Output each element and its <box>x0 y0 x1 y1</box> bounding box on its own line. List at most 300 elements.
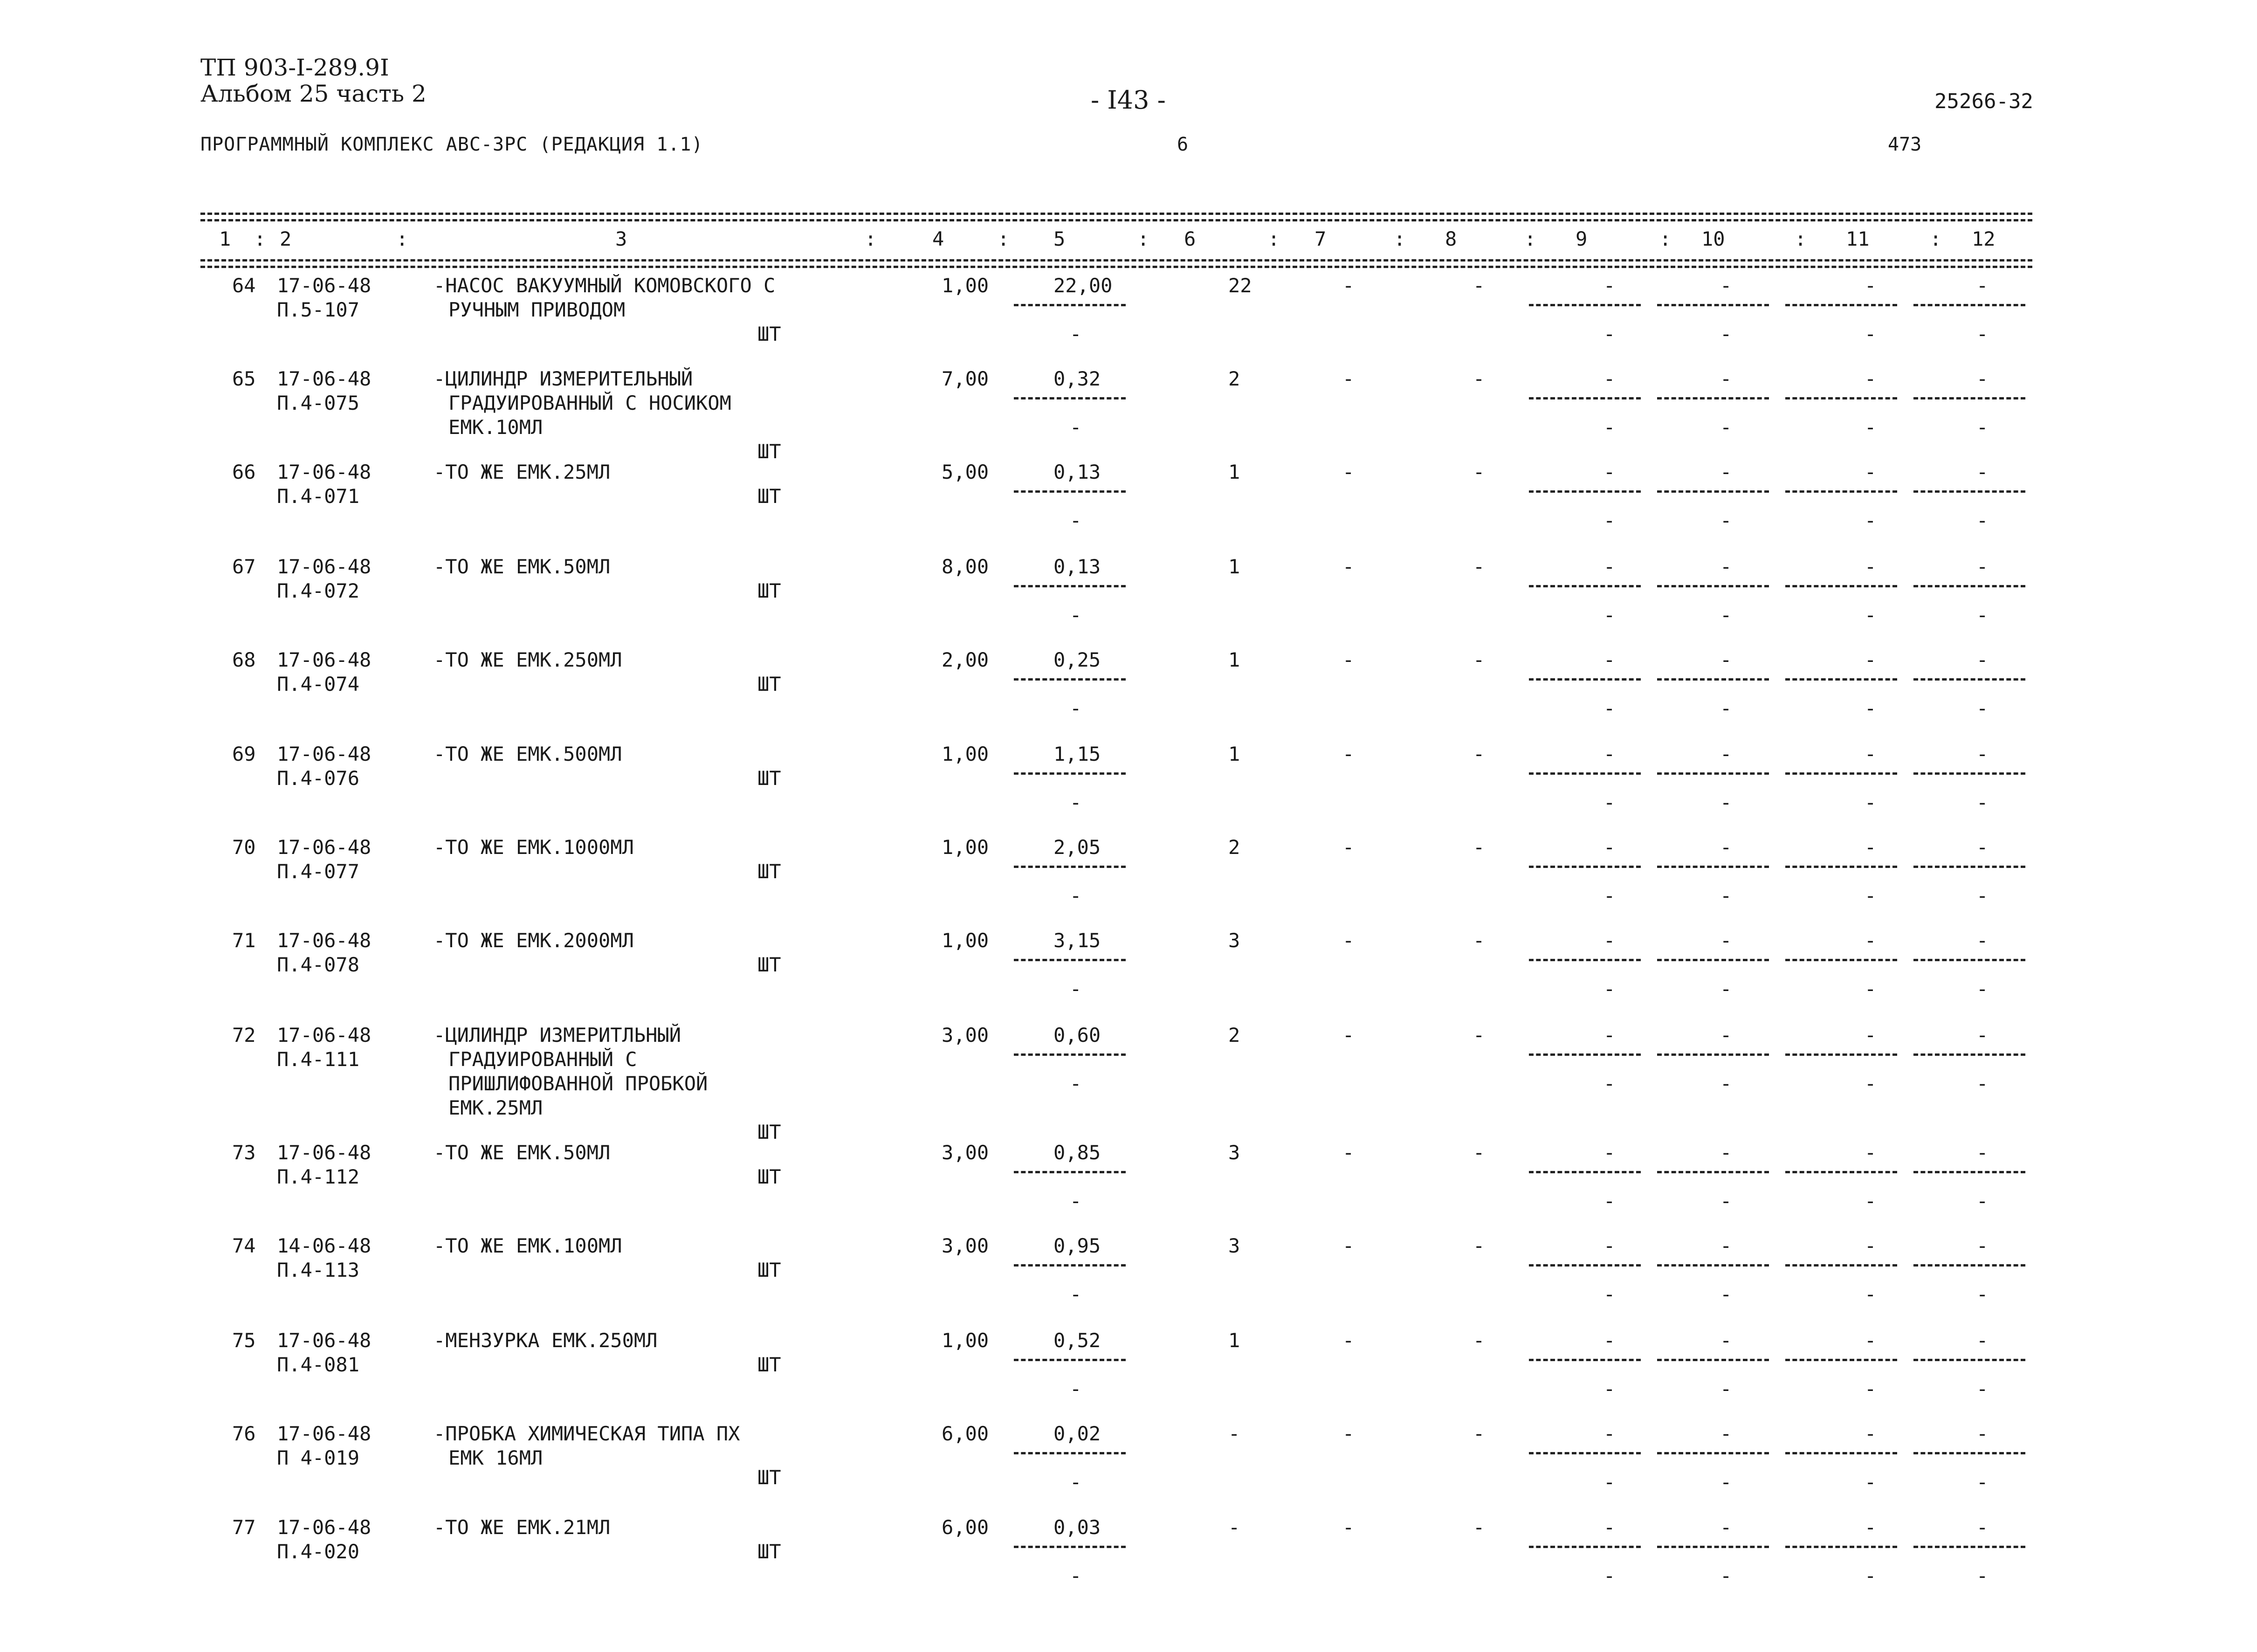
col9-placeholder-lower: - <box>1603 1564 1616 1587</box>
row-code-secondary: П.4-112 <box>277 1165 360 1188</box>
row-unit: ШТ <box>757 673 781 695</box>
price-placeholder: - <box>1070 604 1082 626</box>
col12-dash-rule <box>1913 1264 2025 1267</box>
price-placeholder: - <box>1070 1283 1082 1306</box>
col9-placeholder: - <box>1603 555 1616 578</box>
col12-placeholder-lower: - <box>1976 604 1989 626</box>
column-separator: : <box>1795 227 1807 250</box>
col9-placeholder-lower: - <box>1603 509 1616 532</box>
row-price: 0,13 <box>1053 555 1101 578</box>
col11-dash-rule <box>1785 397 1897 399</box>
col10-placeholder-lower: - <box>1720 416 1732 439</box>
column-header-7: 7 <box>1314 227 1327 250</box>
col9-placeholder: - <box>1603 1234 1616 1257</box>
col9-placeholder-lower: - <box>1603 977 1616 1000</box>
col8-placeholder: - <box>1473 836 1485 859</box>
page-number: - I43 - <box>1091 85 1166 115</box>
row-code-secondary: П.4-077 <box>277 860 360 883</box>
col12-placeholder: - <box>1976 274 1989 297</box>
price-dash-rule <box>1014 490 1126 493</box>
column-header-2: 2 <box>280 227 292 250</box>
row-quantity: 7,00 <box>942 367 989 390</box>
row-number: 71 <box>232 929 256 952</box>
row-col6: 22 <box>1228 274 1252 297</box>
price-placeholder: - <box>1070 697 1082 720</box>
price-placeholder: - <box>1070 977 1082 1000</box>
col11-dash-rule <box>1785 1264 1897 1267</box>
col9-placeholder: - <box>1603 461 1616 483</box>
row-quantity: 8,00 <box>942 555 989 578</box>
row-name-line: ГРАДУИРОВАННЫЙ С <box>448 1048 637 1071</box>
col8-placeholder: - <box>1473 1329 1485 1352</box>
price-placeholder: - <box>1070 1072 1082 1095</box>
col10-placeholder-lower: - <box>1720 884 1732 907</box>
col11-placeholder-lower: - <box>1865 1283 1877 1306</box>
row-code-primary: 17-06-48 <box>277 929 372 952</box>
col9-dash-rule <box>1529 866 1641 868</box>
price-dash-rule <box>1014 1053 1126 1056</box>
col10-placeholder: - <box>1720 743 1732 765</box>
row-code-secondary: П.4-081 <box>277 1353 360 1376</box>
row-name-line: -ТО ЖЕ ЕМК.25МЛ <box>434 461 611 483</box>
col10-placeholder: - <box>1720 461 1732 483</box>
row-name-line: ЕМК.25МЛ <box>448 1096 543 1119</box>
doc-title: ТП 903-I-289.9I <box>200 54 389 81</box>
row-price: 2,05 <box>1053 836 1101 859</box>
col10-placeholder: - <box>1720 1422 1732 1445</box>
row-col6: 2 <box>1228 836 1240 859</box>
row-code-primary: 17-06-48 <box>277 461 372 483</box>
col9-placeholder-lower: - <box>1603 1072 1616 1095</box>
col11-placeholder: - <box>1865 1141 1877 1164</box>
row-quantity: 3,00 <box>942 1024 989 1046</box>
col12-placeholder: - <box>1976 743 1989 765</box>
price-placeholder: - <box>1070 323 1082 345</box>
row-col6: 1 <box>1228 555 1240 578</box>
col10-dash-rule <box>1657 1053 1769 1056</box>
col7-placeholder: - <box>1342 1329 1355 1352</box>
col10-dash-rule <box>1657 397 1769 399</box>
col8-placeholder: - <box>1473 1141 1485 1164</box>
column-separator: : <box>865 227 877 250</box>
row-number: 64 <box>232 274 256 297</box>
album-label: Альбом 25 часть 2 <box>200 80 427 107</box>
row-name-line: -ТО ЖЕ ЕМК.500МЛ <box>434 743 622 765</box>
col10-dash-rule <box>1657 1452 1769 1454</box>
col12-placeholder-lower: - <box>1976 884 1989 907</box>
price-dash-rule <box>1014 678 1126 681</box>
row-quantity: 1,00 <box>942 743 989 765</box>
column-separator: : <box>1659 227 1672 250</box>
col9-dash-rule <box>1529 678 1641 681</box>
row-unit: ШТ <box>757 860 781 883</box>
column-header-9: 9 <box>1576 227 1588 250</box>
row-name-line: -ТО ЖЕ ЕМК.2000МЛ <box>434 929 634 952</box>
col9-placeholder: - <box>1603 836 1616 859</box>
col12-dash-rule <box>1913 490 2025 493</box>
row-unit: ШТ <box>757 485 781 508</box>
row-quantity: 1,00 <box>942 929 989 952</box>
price-dash-rule <box>1014 304 1126 306</box>
row-number: 67 <box>232 555 256 578</box>
row-number: 66 <box>232 461 256 483</box>
col12-dash-rule <box>1913 1171 2025 1173</box>
col12-placeholder: - <box>1976 1234 1989 1257</box>
col10-dash-rule <box>1657 1264 1769 1267</box>
row-number: 74 <box>232 1234 256 1257</box>
row-unit: ШТ <box>757 579 781 602</box>
row-col6: 3 <box>1228 1234 1240 1257</box>
col12-placeholder-lower: - <box>1976 323 1989 345</box>
row-col6: 3 <box>1228 929 1240 952</box>
col12-placeholder-lower: - <box>1976 1072 1989 1095</box>
row-name-line: -ТО ЖЕ ЕМК.21МЛ <box>434 1516 611 1539</box>
col10-placeholder-lower: - <box>1720 1072 1732 1095</box>
row-col6: 2 <box>1228 367 1240 390</box>
row-number: 70 <box>232 836 256 859</box>
column-separator: : <box>1137 227 1149 250</box>
col10-placeholder: - <box>1720 1516 1732 1539</box>
col7-placeholder: - <box>1342 461 1355 483</box>
row-unit: ШТ <box>757 1466 781 1489</box>
col12-placeholder: - <box>1976 1329 1989 1352</box>
col8-placeholder: - <box>1473 1422 1485 1445</box>
col9-dash-rule <box>1529 772 1641 775</box>
row-number: 65 <box>232 367 256 390</box>
price-placeholder: - <box>1070 1564 1082 1587</box>
col11-placeholder: - <box>1865 1422 1877 1445</box>
col10-dash-rule <box>1657 959 1769 961</box>
row-number: 69 <box>232 743 256 765</box>
col10-placeholder-lower: - <box>1720 1377 1732 1400</box>
col11-placeholder: - <box>1865 367 1877 390</box>
col11-placeholder-lower: - <box>1865 1471 1877 1494</box>
row-name-line: -МЕНЗУРКА ЕМК.250МЛ <box>434 1329 658 1352</box>
row-col6: 3 <box>1228 1141 1240 1164</box>
row-code-secondary: П.4-072 <box>277 579 360 602</box>
col10-placeholder-lower: - <box>1720 509 1732 532</box>
col7-placeholder: - <box>1342 836 1355 859</box>
col12-placeholder-lower: - <box>1976 791 1989 814</box>
col12-dash-rule <box>1913 959 2025 961</box>
row-number: 68 <box>232 648 256 671</box>
row-quantity: 1,00 <box>942 836 989 859</box>
row-code-secondary: П.4-074 <box>277 673 360 695</box>
col10-placeholder: - <box>1720 836 1732 859</box>
col9-placeholder-lower: - <box>1603 1377 1616 1400</box>
col12-placeholder: - <box>1976 461 1989 483</box>
price-placeholder: - <box>1070 1377 1082 1400</box>
col12-placeholder: - <box>1976 1141 1989 1164</box>
table-header-rule-2 <box>200 266 2032 268</box>
row-quantity: 5,00 <box>942 461 989 483</box>
col10-placeholder: - <box>1720 274 1732 297</box>
col9-dash-rule <box>1529 397 1641 399</box>
price-placeholder: - <box>1070 509 1082 532</box>
col7-placeholder: - <box>1342 929 1355 952</box>
col12-placeholder: - <box>1976 836 1989 859</box>
row-price: 0,03 <box>1053 1516 1101 1539</box>
row-name-line: -ТО ЖЕ ЕМК.50МЛ <box>434 555 611 578</box>
col11-placeholder-lower: - <box>1865 1190 1877 1212</box>
row-code-primary: 17-06-48 <box>277 743 372 765</box>
col12-placeholder: - <box>1976 1024 1989 1046</box>
col9-placeholder: - <box>1603 1516 1616 1539</box>
column-header-12: 12 <box>1972 227 1996 250</box>
row-code-secondary: П.4-020 <box>277 1540 360 1563</box>
row-name-line: -НАСОС ВАКУУМНЫЙ КОМОВСКОГО С <box>434 274 776 297</box>
col11-dash-rule <box>1785 1053 1897 1056</box>
row-number: 77 <box>232 1516 256 1539</box>
col7-placeholder: - <box>1342 1141 1355 1164</box>
row-code-primary: 17-06-48 <box>277 1329 372 1352</box>
row-code-primary: 17-06-48 <box>277 836 372 859</box>
row-col6: 1 <box>1228 461 1240 483</box>
col12-dash-rule <box>1913 1546 2025 1548</box>
col11-dash-rule <box>1785 772 1897 775</box>
col12-dash-rule <box>1913 866 2025 868</box>
col7-placeholder: - <box>1342 555 1355 578</box>
col11-dash-rule <box>1785 678 1897 681</box>
table-header-rule <box>200 259 2032 262</box>
row-unit: ШТ <box>757 1540 781 1563</box>
row-unit: ШТ <box>757 767 781 790</box>
column-header-6: 6 <box>1184 227 1196 250</box>
row-price: 0,02 <box>1053 1422 1101 1445</box>
price-dash-rule <box>1014 1264 1126 1267</box>
col11-placeholder-lower: - <box>1865 977 1877 1000</box>
column-header-4: 4 <box>932 227 944 250</box>
col10-placeholder-lower: - <box>1720 1471 1732 1494</box>
row-number: 75 <box>232 1329 256 1352</box>
row-name-line: -ТО ЖЕ ЕМК.50МЛ <box>434 1141 611 1164</box>
col8-placeholder: - <box>1473 1024 1485 1046</box>
price-placeholder: - <box>1070 1190 1082 1212</box>
row-name-line: -ЦИЛИНДР ИЗМЕРИТЛЬНЫЙ <box>434 1024 681 1046</box>
col7-placeholder: - <box>1342 274 1355 297</box>
col9-dash-rule <box>1529 1452 1641 1454</box>
row-quantity: 2,00 <box>942 648 989 671</box>
row-col6: - <box>1228 1422 1240 1445</box>
col8-placeholder: - <box>1473 555 1485 578</box>
row-unit: ШТ <box>757 1259 781 1281</box>
col9-placeholder: - <box>1603 743 1616 765</box>
col11-placeholder-lower: - <box>1865 604 1877 626</box>
col9-placeholder-lower: - <box>1603 884 1616 907</box>
row-col6: 1 <box>1228 648 1240 671</box>
col10-dash-rule <box>1657 304 1769 306</box>
col10-placeholder: - <box>1720 367 1732 390</box>
row-unit: ШТ <box>757 440 781 463</box>
row-price: 0,32 <box>1053 367 1101 390</box>
row-number: 73 <box>232 1141 256 1164</box>
col11-placeholder: - <box>1865 836 1877 859</box>
row-code-primary: 14-06-48 <box>277 1234 372 1257</box>
col12-dash-rule <box>1913 678 2025 681</box>
col11-dash-rule <box>1785 1359 1897 1361</box>
row-name-line: ЕМК.10МЛ <box>448 416 543 439</box>
col12-placeholder: - <box>1976 555 1989 578</box>
col9-placeholder: - <box>1603 274 1616 297</box>
col12-dash-rule <box>1913 585 2025 587</box>
col9-placeholder-lower: - <box>1603 697 1616 720</box>
col9-placeholder: - <box>1603 1422 1616 1445</box>
col11-dash-rule <box>1785 1546 1897 1548</box>
row-price: 0,25 <box>1053 648 1101 671</box>
price-dash-rule <box>1014 1171 1126 1173</box>
col10-dash-rule <box>1657 1546 1769 1548</box>
row-code-primary: 17-06-48 <box>277 555 372 578</box>
col10-placeholder-lower: - <box>1720 1564 1732 1587</box>
row-price: 0,60 <box>1053 1024 1101 1046</box>
row-quantity: 3,00 <box>942 1141 989 1164</box>
col11-placeholder-lower: - <box>1865 697 1877 720</box>
column-header-5: 5 <box>1053 227 1066 250</box>
column-header-10: 10 <box>1701 227 1725 250</box>
col11-placeholder: - <box>1865 1329 1877 1352</box>
col9-placeholder-lower: - <box>1603 1283 1616 1306</box>
col10-dash-rule <box>1657 866 1769 868</box>
table-top-rule <box>200 213 2032 215</box>
col12-placeholder-lower: - <box>1976 1564 1989 1587</box>
col9-dash-rule <box>1529 1359 1641 1361</box>
col12-placeholder-lower: - <box>1976 1190 1989 1212</box>
row-code-secondary: П.4-078 <box>277 953 360 976</box>
column-header-1: 1 <box>219 227 231 250</box>
column-separator: : <box>1268 227 1280 250</box>
col12-placeholder-lower: - <box>1976 697 1989 720</box>
col8-placeholder: - <box>1473 367 1485 390</box>
col9-placeholder-lower: - <box>1603 1190 1616 1212</box>
row-code-primary: 17-06-48 <box>277 1024 372 1046</box>
doc-code: 25266-32 <box>1934 89 2033 113</box>
col10-dash-rule <box>1657 1171 1769 1173</box>
col9-dash-rule <box>1529 1053 1641 1056</box>
col7-placeholder: - <box>1342 1234 1355 1257</box>
col11-dash-rule <box>1785 959 1897 961</box>
row-code-secondary: П.4-071 <box>277 485 360 508</box>
col9-placeholder: - <box>1603 1024 1616 1046</box>
price-dash-rule <box>1014 772 1126 775</box>
col7-placeholder: - <box>1342 743 1355 765</box>
row-code-secondary: П.4-111 <box>277 1048 360 1071</box>
row-name-line: -ТО ЖЕ ЕМК.250МЛ <box>434 648 622 671</box>
table-top-rule-2 <box>200 219 2032 221</box>
row-code-primary: 17-06-48 <box>277 1422 372 1445</box>
row-unit: ШТ <box>757 1353 781 1376</box>
column-header-3: 3 <box>615 227 627 250</box>
col11-placeholder: - <box>1865 929 1877 952</box>
column-header-11: 11 <box>1846 227 1870 250</box>
col8-placeholder: - <box>1473 1234 1485 1257</box>
col12-placeholder-lower: - <box>1976 509 1989 532</box>
col10-placeholder-lower: - <box>1720 604 1732 626</box>
col9-placeholder: - <box>1603 929 1616 952</box>
column-separator: : <box>1394 227 1406 250</box>
col12-placeholder-lower: - <box>1976 1283 1989 1306</box>
column-separator: : <box>1930 227 1942 250</box>
col9-placeholder: - <box>1603 1329 1616 1352</box>
col11-placeholder-lower: - <box>1865 323 1877 345</box>
row-name-line: ЕМК 16МЛ <box>448 1446 543 1469</box>
col11-placeholder: - <box>1865 648 1877 671</box>
col10-dash-rule <box>1657 1359 1769 1361</box>
row-unit: ШТ <box>757 1121 781 1143</box>
row-col6: - <box>1228 1516 1240 1539</box>
col12-dash-rule <box>1913 1359 2025 1361</box>
row-unit: ШТ <box>757 953 781 976</box>
col9-placeholder-lower: - <box>1603 416 1616 439</box>
col7-placeholder: - <box>1342 1024 1355 1046</box>
row-col6: 1 <box>1228 743 1240 765</box>
row-price: 0,13 <box>1053 461 1101 483</box>
col8-placeholder: - <box>1473 648 1485 671</box>
col9-placeholder-lower: - <box>1603 1471 1616 1494</box>
column-header-8: 8 <box>1445 227 1457 250</box>
col11-placeholder-lower: - <box>1865 884 1877 907</box>
col8-placeholder: - <box>1473 929 1485 952</box>
col11-placeholder-lower: - <box>1865 509 1877 532</box>
col12-placeholder: - <box>1976 1422 1989 1445</box>
col11-dash-rule <box>1785 585 1897 587</box>
row-unit: ШТ <box>757 1165 781 1188</box>
col11-placeholder-lower: - <box>1865 416 1877 439</box>
col9-dash-rule <box>1529 585 1641 587</box>
price-dash-rule <box>1014 959 1126 961</box>
col9-dash-rule <box>1529 1171 1641 1173</box>
col11-placeholder-lower: - <box>1865 1564 1877 1587</box>
row-quantity: 1,00 <box>942 1329 989 1352</box>
row-code-primary: 17-06-48 <box>277 648 372 671</box>
col10-placeholder-lower: - <box>1720 697 1732 720</box>
col9-dash-rule <box>1529 959 1641 961</box>
col11-placeholder: - <box>1865 1234 1877 1257</box>
column-separator: : <box>254 227 266 250</box>
col11-placeholder: - <box>1865 743 1877 765</box>
row-code-secondary: П.4-076 <box>277 767 360 790</box>
price-dash-rule <box>1014 585 1126 587</box>
col12-placeholder-lower: - <box>1976 416 1989 439</box>
price-placeholder: - <box>1070 884 1082 907</box>
col11-placeholder-lower: - <box>1865 1377 1877 1400</box>
price-dash-rule <box>1014 1359 1126 1361</box>
col12-placeholder-lower: - <box>1976 1471 1989 1494</box>
row-quantity: 1,00 <box>942 274 989 297</box>
row-quantity: 3,00 <box>942 1234 989 1257</box>
row-quantity: 6,00 <box>942 1422 989 1445</box>
row-price: 0,95 <box>1053 1234 1101 1257</box>
col7-placeholder: - <box>1342 1422 1355 1445</box>
price-placeholder: - <box>1070 1471 1082 1494</box>
col10-placeholder: - <box>1720 1329 1732 1352</box>
col12-placeholder: - <box>1976 367 1989 390</box>
row-code-primary: 17-06-48 <box>277 367 372 390</box>
column-separator: : <box>396 227 408 250</box>
row-name-line: ПРИШЛИФОВАННОЙ ПРОБКОЙ <box>448 1072 708 1095</box>
row-name-line: -ТО ЖЕ ЕМК.100МЛ <box>434 1234 622 1257</box>
col9-placeholder: - <box>1603 367 1616 390</box>
col12-dash-rule <box>1913 1053 2025 1056</box>
col7-placeholder: - <box>1342 648 1355 671</box>
row-price: 0,85 <box>1053 1141 1101 1164</box>
col11-dash-rule <box>1785 1452 1897 1454</box>
program-title: ПРОГРАММНЫЙ КОМПЛЕКС АВС-3РС (РЕДАКЦИЯ 1.1) <box>200 134 703 155</box>
col10-placeholder: - <box>1720 929 1732 952</box>
row-price: 0,52 <box>1053 1329 1101 1352</box>
row-code-secondary: П.4-075 <box>277 392 360 414</box>
row-number: 72 <box>232 1024 256 1046</box>
col10-placeholder: - <box>1720 555 1732 578</box>
